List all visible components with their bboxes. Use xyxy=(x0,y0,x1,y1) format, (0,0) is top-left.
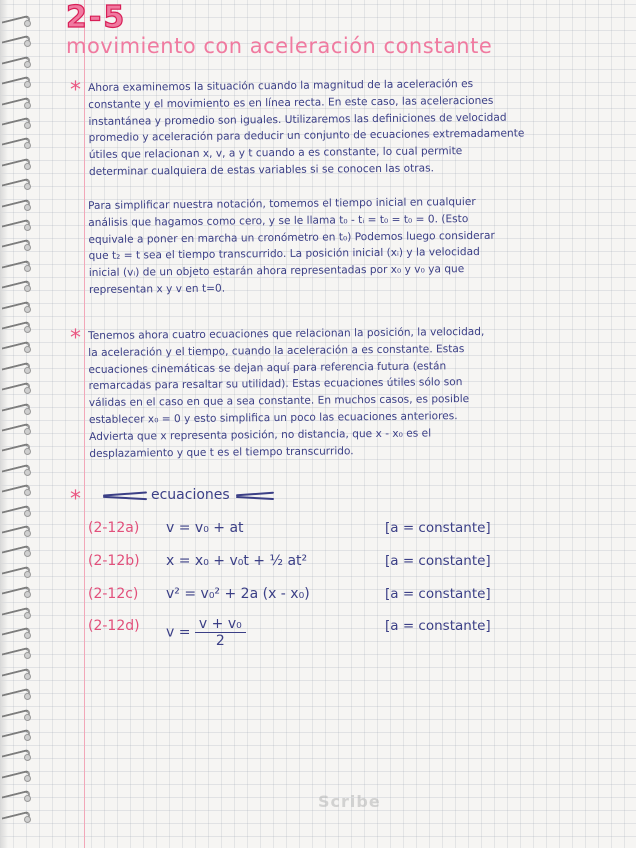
coil-hole xyxy=(24,122,31,129)
coil-hole xyxy=(24,693,31,700)
coil-hole xyxy=(24,20,31,27)
equation-id: (2-12c) xyxy=(88,586,139,602)
paragraph-1 xyxy=(88,74,615,180)
spiral-coil xyxy=(2,732,28,740)
spiral-coil xyxy=(2,610,28,618)
text-line: Advierta que x representa posición, no distancia, que x - x₀ es el xyxy=(89,427,432,443)
text-line: establecer x₀ = 0 y esto simplifica un poco las ecuaciones anteriores. xyxy=(88,410,458,426)
spiral-coil xyxy=(2,487,28,495)
text-line: instantánea y promedio son iguales. Utilizaremos las definiciones de velocidad xyxy=(88,111,507,128)
spiral-coil xyxy=(2,426,28,434)
asterisk-icon: * xyxy=(70,487,81,512)
spiral-coil xyxy=(2,161,28,169)
coil-hole xyxy=(24,571,31,578)
coil-hole xyxy=(24,816,31,823)
text-line: Para simplificar nuestra notación, tomemos el tiempo inicial en cualquier xyxy=(88,195,476,212)
spiral-coil xyxy=(2,712,28,720)
coil-hole xyxy=(24,183,31,190)
coil-hole xyxy=(24,469,31,476)
spiral-binding xyxy=(0,18,34,838)
spiral-coil xyxy=(2,508,28,516)
coil-hole xyxy=(24,775,31,782)
spiral-coil xyxy=(2,589,28,597)
spiral-coil xyxy=(2,344,28,352)
text-line: Ahora examinemos la situación cuando la magnitud de la aceleración es xyxy=(88,77,474,94)
spiral-coil xyxy=(2,814,28,822)
asterisk-icon: * xyxy=(70,326,81,351)
text-line: análisis que hagamos como cero, y se le llama t₀ - tᵢ = t₀ = t₀ = 0. (Esto xyxy=(88,212,469,229)
equations-heading-text: ecuaciones xyxy=(151,487,230,503)
coil-hole xyxy=(24,591,31,598)
equation-condition: [a = constante] xyxy=(385,553,491,569)
coil-hole xyxy=(24,734,31,741)
coil-hole xyxy=(24,673,31,680)
spiral-coil xyxy=(2,242,28,250)
coil-hole xyxy=(24,61,31,68)
text-line: representan x y v en t=0. xyxy=(88,282,226,296)
spiral-coil xyxy=(2,222,28,230)
equation-formula: v² = v₀² + 2a (x - x₀) xyxy=(166,586,310,602)
equation-formula: v = v₀ + at xyxy=(166,520,244,536)
text-line: que t₂ = t sea el tiempo transcurrido. La posición inicial (xᵢ) y la velocidad xyxy=(88,246,480,263)
asterisk-icon: * xyxy=(70,78,81,103)
text-line: la aceleración y el tiempo, cuando la aceleración a es constante. Estas xyxy=(88,342,465,359)
spiral-coil xyxy=(2,324,28,332)
text-line: inicial (vᵢ) de un objeto estarán ahora representadas por x₀ y v₀ ya que xyxy=(88,263,465,280)
coil-hole xyxy=(24,754,31,761)
spiral-coil xyxy=(2,304,28,312)
spiral-coil xyxy=(2,100,28,108)
section-number: 2-5 xyxy=(66,0,127,35)
equation-condition: [a = constante] xyxy=(385,618,491,634)
coil-hole xyxy=(24,795,31,802)
coil-hole xyxy=(24,265,31,272)
equations-heading xyxy=(103,487,278,503)
coil-hole xyxy=(24,530,31,537)
spiral-coil xyxy=(2,773,28,781)
coil-hole xyxy=(24,550,31,557)
text-line: válidas en el caso en que a sea constante. En muchos casos, es posible xyxy=(88,393,470,410)
text-line: constante y el movimiento es en línea recta. En este caso, las aceleraciones xyxy=(88,94,494,111)
equation-lhs: v = xyxy=(166,624,191,641)
spiral-coil xyxy=(2,569,28,577)
spiral-coil xyxy=(2,120,28,128)
spiral-coil xyxy=(2,385,28,393)
margin-line xyxy=(84,0,85,848)
coil-hole xyxy=(24,448,31,455)
coil-hole xyxy=(24,714,31,721)
equation-id: (2-12a) xyxy=(88,520,140,536)
spiral-coil xyxy=(2,691,28,699)
spiral-coil xyxy=(2,752,28,760)
coil-hole xyxy=(24,346,31,353)
spiral-coil xyxy=(2,365,28,373)
equation-formula xyxy=(166,616,246,649)
coil-hole xyxy=(24,632,31,639)
spiral-coil xyxy=(2,59,28,67)
text-line: remarcadas para resaltar su utilidad). Estas ecuaciones útiles sólo son xyxy=(88,376,463,393)
paragraph-3 xyxy=(88,322,615,462)
coil-hole xyxy=(24,40,31,47)
spiral-coil xyxy=(2,548,28,556)
watermark: Scribe xyxy=(318,792,381,811)
paragraph-2 xyxy=(88,192,615,298)
coil-hole xyxy=(24,224,31,231)
spiral-coil xyxy=(2,202,28,210)
coil-hole xyxy=(24,428,31,435)
text-line: Tenemos ahora cuatro ecuaciones que relacionan la posición, la velocidad, xyxy=(88,325,485,342)
coil-hole xyxy=(24,612,31,619)
spiral-coil xyxy=(2,650,28,658)
equation-row xyxy=(88,618,608,658)
coil-hole xyxy=(24,510,31,517)
equation-row xyxy=(88,520,608,546)
coil-hole xyxy=(24,142,31,149)
fraction-numerator: v + v₀ xyxy=(195,616,246,633)
coil-hole xyxy=(24,244,31,251)
spiral-coil xyxy=(2,181,28,189)
text-line: ecuaciones cinemáticas se dejan aquí para referencia futura (están xyxy=(88,359,447,376)
spiral-coil xyxy=(2,793,28,801)
text-line: útiles que relacionan x, v, a y t cuando a es constante, lo cual permite xyxy=(88,145,463,162)
crossed-out-scribble xyxy=(236,490,274,500)
spiral-coil xyxy=(2,79,28,87)
spiral-coil xyxy=(2,467,28,475)
fraction xyxy=(195,616,246,649)
spiral-coil xyxy=(2,18,28,26)
coil-hole xyxy=(24,204,31,211)
equation-id: (2-12b) xyxy=(88,553,140,569)
coil-hole xyxy=(24,326,31,333)
spiral-coil xyxy=(2,263,28,271)
spiral-coil xyxy=(2,140,28,148)
page-title: movimiento con aceleración constante xyxy=(66,34,493,58)
spiral-coil xyxy=(2,283,28,291)
text-line: desplazamiento y que t es el tiempo transcurrido. xyxy=(89,444,354,460)
coil-hole xyxy=(24,285,31,292)
coil-hole xyxy=(24,306,31,313)
text-line: promedio y aceleración para deducir un conjunto de ecuaciones extremadamente xyxy=(88,127,525,145)
text-line: determinar cualquiera de estas variables si se conocen las otras. xyxy=(88,162,435,178)
equation-row xyxy=(88,586,608,612)
spiral-coil xyxy=(2,446,28,454)
coil-hole xyxy=(24,489,31,496)
coil-hole xyxy=(24,387,31,394)
spiral-coil xyxy=(2,630,28,638)
spiral-coil xyxy=(2,671,28,679)
equation-condition: [a = constante] xyxy=(385,586,491,602)
coil-hole xyxy=(24,652,31,659)
equation-id: (2-12d) xyxy=(88,618,140,634)
fraction-denominator: 2 xyxy=(215,633,225,649)
coil-hole xyxy=(24,367,31,374)
coil-hole xyxy=(24,408,31,415)
equation-condition: [a = constante] xyxy=(385,520,491,536)
spiral-coil xyxy=(2,406,28,414)
crossed-out-scribble xyxy=(103,490,147,500)
equation-formula: x = x₀ + v₀t + ½ at² xyxy=(166,553,308,569)
text-line: equivale a poner en marcha un cronómetro en t₀) Podemos luego considerar xyxy=(88,229,495,246)
spiral-coil xyxy=(2,528,28,536)
equation-row xyxy=(88,553,608,579)
spiral-coil xyxy=(2,38,28,46)
coil-hole xyxy=(24,81,31,88)
coil-hole xyxy=(24,102,31,109)
coil-hole xyxy=(24,163,31,170)
